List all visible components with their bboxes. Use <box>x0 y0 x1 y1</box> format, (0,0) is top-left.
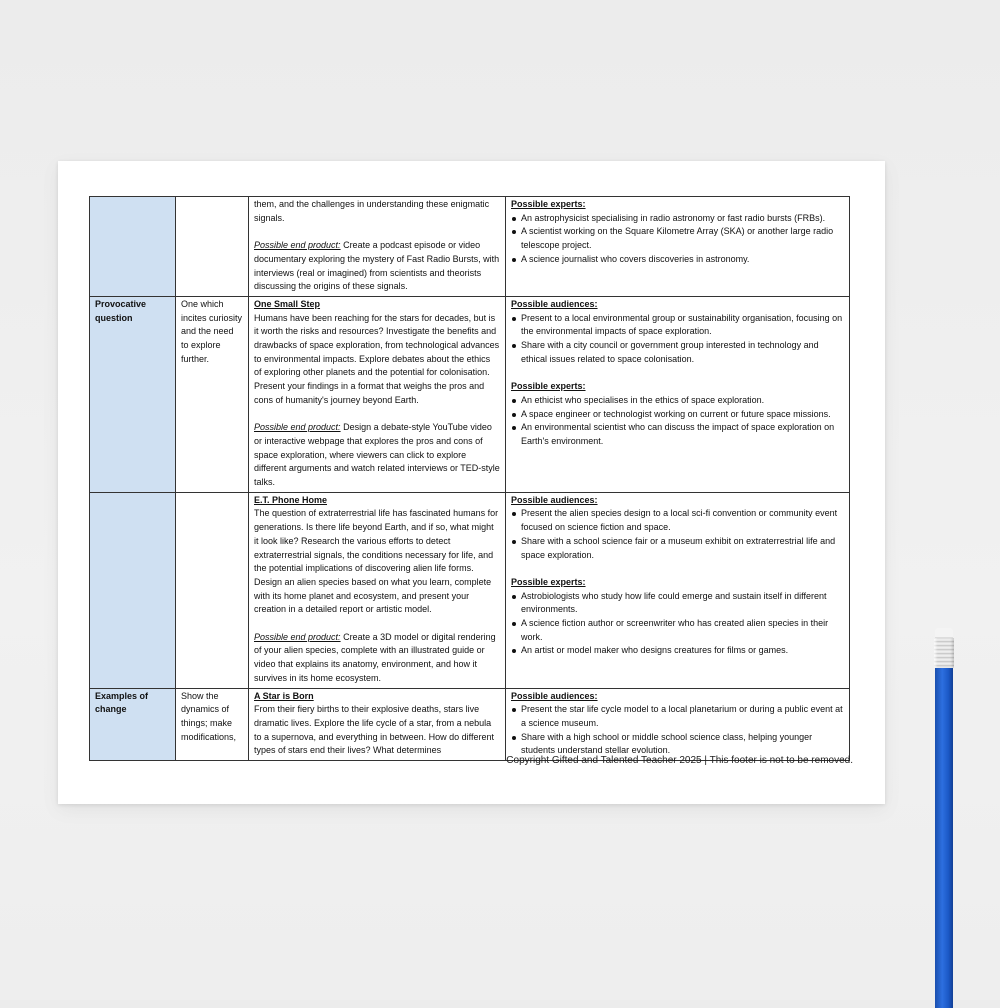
audience-cell <box>506 296 850 492</box>
list-item: An artist or model maker who designs creatures for films or games. <box>511 644 844 658</box>
description-cell: One which incites curiosity and the need to explore further. <box>176 296 249 492</box>
list-item: An ethicist who specialises in the ethics of space exploration. <box>511 394 844 408</box>
list-item: An astrophysicist specialising in radio astronomy or fast radio bursts (FRBs). <box>511 212 844 226</box>
experts-list <box>511 212 844 267</box>
audiences-heading: Possible audiences: <box>511 298 598 309</box>
list-item: Share with a high school or middle school science class, helping younger students understand stellar evolution. <box>511 731 844 758</box>
task-title: A Star is Born <box>254 690 314 701</box>
category-cell <box>90 197 176 297</box>
document-page <box>58 161 885 804</box>
table-row <box>90 688 850 761</box>
list-item: Astrobiologists who study how life could emerge and sustain itself in different environments. <box>511 590 844 617</box>
description-cell <box>176 492 249 688</box>
list-item: A space engineer or technologist working on current or future space missions. <box>511 408 844 422</box>
end-product-text: Design a debate-style YouTube video or interactive webpage that explores the pros and cons of space exploration, where viewers can click to explore different arguments and watch related interviews or TED-style talks. <box>254 422 500 488</box>
category-cell <box>90 492 176 688</box>
task-cell <box>249 492 506 688</box>
pencil-image <box>933 628 955 1008</box>
audience-cell <box>506 197 850 297</box>
category-cell: Provocative question <box>90 296 176 492</box>
audiences-list <box>511 703 844 758</box>
task-body: The question of extraterrestrial life has fascinated humans for generations. Is there life beyond Earth, and if so, what might it look like? Research the various efforts to detect extraterrestrial signals, the conditions necessary for life, and the potential implications of discovering alien life forms. Design an alien species based on what you learn, complete with its home planet and ecosystem, and present your creation in a detailed report or artistic model. <box>254 508 499 615</box>
audience-cell <box>506 688 850 761</box>
task-body: them, and the challenges in understanding these enigmatic signals. <box>254 199 490 223</box>
experts-list <box>511 394 844 449</box>
end-product-label: Possible end product: <box>254 631 341 642</box>
end-product-text: Create a podcast episode or video documentary exploring the mystery of Fast Radio Bursts, with interviews (real or imagined) from scientists and theorists discussing the origins of these signals. <box>254 240 500 292</box>
list-item: A scientist working on the Square Kilometre Array (SKA) or another large radio telescope project. <box>511 225 844 252</box>
task-title: E.T. Phone Home <box>254 494 328 505</box>
task-body: Humans have been reaching for the stars for decades, but is it worth the risks and resources? Investigate the benefits and drawbacks of space exploration, from technological advances to environmental impacts. Explore debates about the ethics of exploring other planets and the potential for colonisation. Present your findings in a format that weighs the pros and cons of humanity's journey beyond Earth. <box>254 312 500 405</box>
pencil-eraser <box>935 628 953 638</box>
task-cell <box>249 197 506 297</box>
list-item: An environmental scientist who can discuss the impact of space exploration on Earth's environment. <box>511 421 844 448</box>
task-cell <box>249 688 506 761</box>
table-row <box>90 296 850 492</box>
experts-heading: Possible experts: <box>511 199 586 209</box>
experts-list <box>511 590 844 659</box>
task-body: From their fiery births to their explosive deaths, stars live dramatic lives. Explore the life cycle of a star, from a nebula to a supernova, and everything in between. How do different types of stars end their lives? What determines <box>254 704 494 756</box>
curriculum-table <box>89 196 850 761</box>
description-cell: Show the dynamics of things; make modifications, <box>176 688 249 761</box>
end-product-label: Possible end product: <box>254 422 341 433</box>
end-product <box>254 239 500 294</box>
audiences-list <box>511 312 844 367</box>
pencil-ferrule <box>934 638 954 668</box>
category-cell: Examples of change <box>90 688 176 761</box>
table-row <box>90 492 850 688</box>
end-product-label: Possible end product: <box>254 240 341 251</box>
list-item: Share with a city council or government group interested in technology and ethical issues related to space colonisation. <box>511 339 844 366</box>
audience-cell <box>506 492 850 688</box>
end-product <box>254 421 500 490</box>
pencil-body <box>935 668 953 1008</box>
audiences-list <box>511 507 844 562</box>
audiences-heading: Possible audiences: <box>511 494 598 505</box>
audiences-heading: Possible audiences: <box>511 690 598 701</box>
experts-heading: Possible experts: <box>511 381 586 392</box>
task-title: One Small Step <box>254 298 321 309</box>
list-item: Present to a local environmental group or sustainability organisation, focusing on the environmental impacts of space exploration. <box>511 312 844 339</box>
list-item: Present the alien species design to a local sci-fi convention or community event focused on science fiction and space. <box>511 507 844 534</box>
table-row <box>90 197 850 297</box>
copyright-footer: Copyright Gifted and Talented Teacher 2025 | This footer is not to be removed. <box>506 755 853 766</box>
experts-heading: Possible experts: <box>511 576 586 587</box>
list-item: A science fiction author or screenwriter who has created alien species in their work. <box>511 617 844 644</box>
list-item: Present the star life cycle model to a local planetarium or during a public event at a science museum. <box>511 703 844 730</box>
description-cell <box>176 197 249 297</box>
end-product <box>254 631 500 686</box>
list-item: A science journalist who covers discoveries in astronomy. <box>511 253 844 267</box>
task-cell <box>249 296 506 492</box>
list-item: Share with a school science fair or a museum exhibit on extraterrestrial life and space exploration. <box>511 535 844 562</box>
end-product-text: Create a 3D model or digital rendering of your alien species, complete with an illustrated guide or video that explains its anatomy, environment, and how it survives in its home ecosystem. <box>254 631 496 683</box>
